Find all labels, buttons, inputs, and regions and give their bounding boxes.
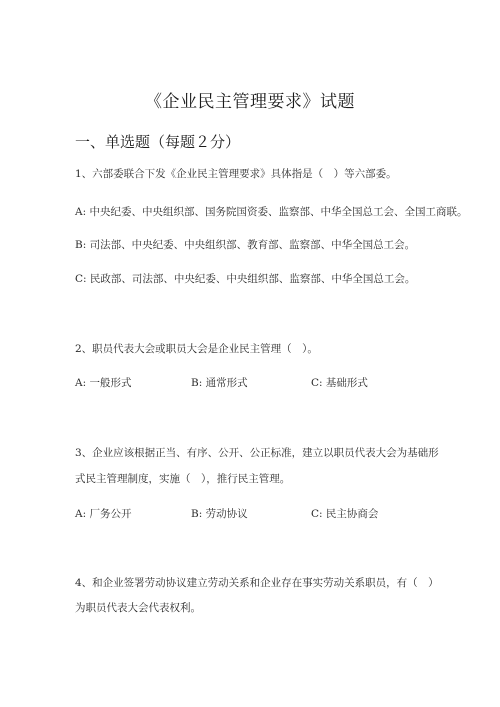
- question-3-option-c: C: 民主协商会: [311, 508, 379, 520]
- question-4-stem-line-2: 为职员代表大会代表权利。: [75, 602, 201, 614]
- question-3-option-b: B: 劳动协议: [191, 508, 248, 520]
- question-2-option-c: C: 基础形式: [311, 377, 368, 389]
- question-2-option-b: B: 通常形式: [191, 377, 248, 389]
- question-3-stem-line-1: 3、企业应该根据正当、有序、公开、公正标准，建立以职员代表大会为基础形: [75, 447, 439, 459]
- question-2-option-a: A: 一般形式: [75, 377, 132, 389]
- question-1-stem: 1、六部委联合下发《企业民主管理要求》具体指是（ ）等六部委。: [75, 168, 397, 180]
- question-3-stem-line-2: 式民主管理制度，实施（ ），推行民主管理。: [75, 473, 291, 485]
- section-heading: 一、单选题（每题２分）: [75, 133, 241, 151]
- question-2-stem: 2、职员代表大会或职员大会是企业民主管理（ ）。: [75, 343, 318, 355]
- question-4-stem-line-1: 4、和企业签署劳动协议建立劳动关系和企业存在事实劳动关系职员，有（ ）: [75, 577, 439, 589]
- question-1-option-c: C: 民政部、司法部、中央纪委、中央组织部、监察部、中华全国总工会。: [75, 273, 416, 285]
- document-title: 《企业民主管理要求》试题: [145, 92, 355, 112]
- question-1-option-b: B: 司法部、中央纪委、中央组织部、教育部、监察部、中华全国总工会。: [75, 239, 416, 251]
- question-3-option-a: A: 厂务公开: [75, 508, 132, 520]
- question-1-option-a: A: 中央纪委、中央组织部、国务院国资委、监察部、中华全国总工会、全国工商联。: [75, 206, 468, 218]
